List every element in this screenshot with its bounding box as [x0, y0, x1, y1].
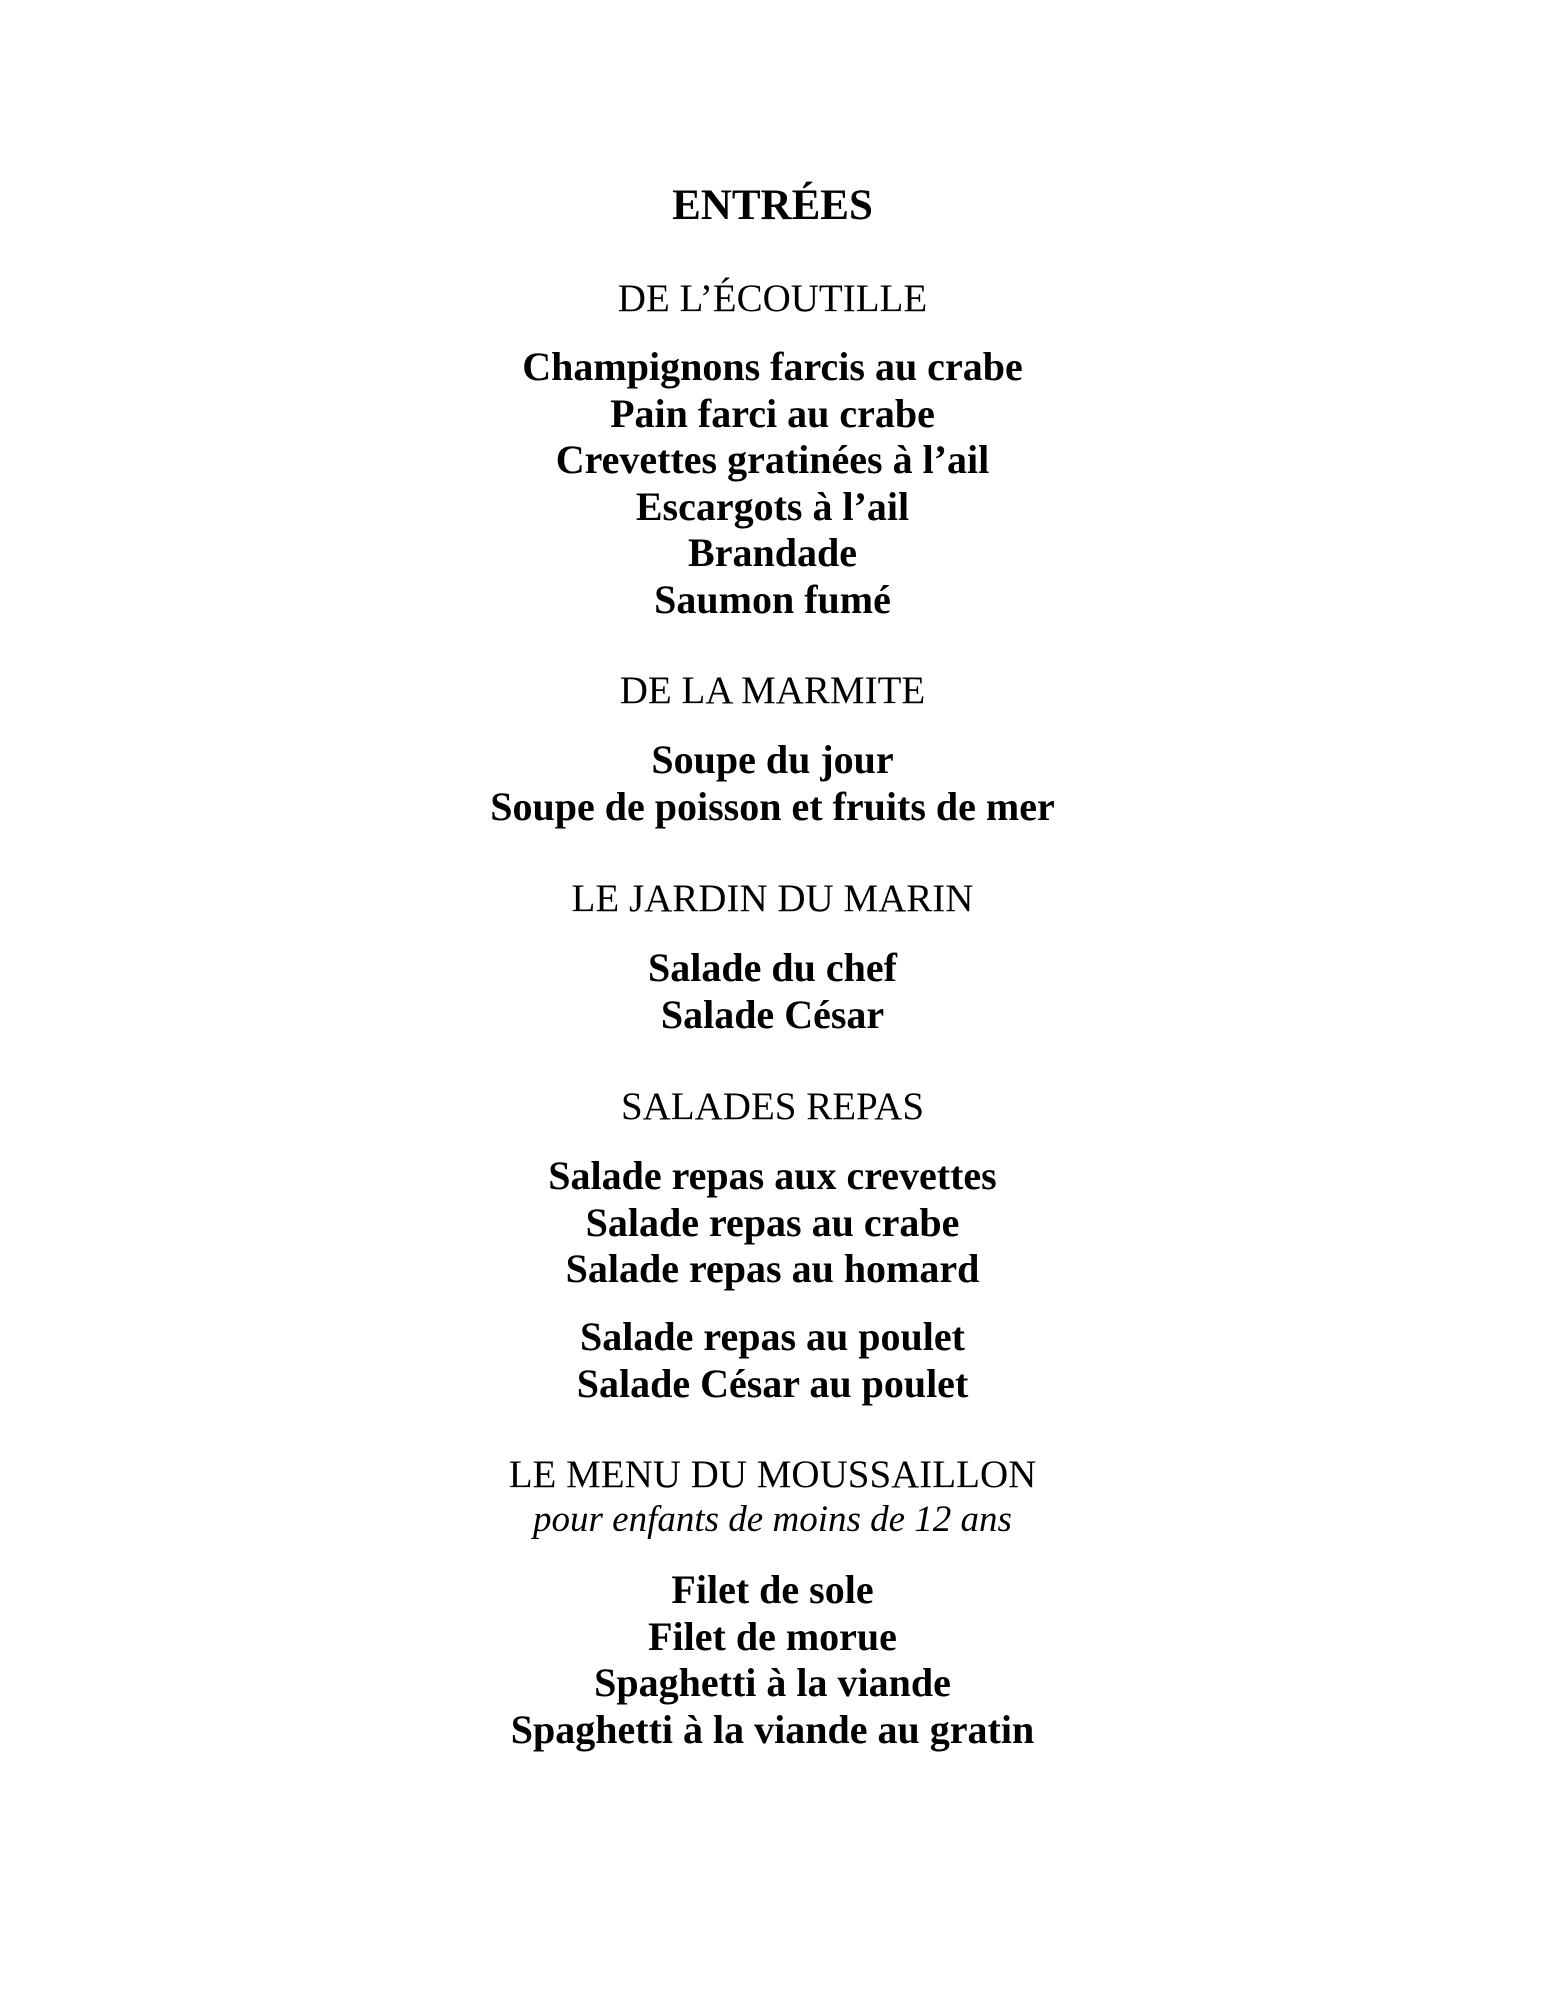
section-heading-ecoutille: DE L’ÉCOUTILLE: [617, 277, 928, 320]
menu-item: Salade César: [660, 991, 885, 1037]
menu-item: Crevettes gratinées à l’ail: [555, 437, 990, 482]
item-list-salades-repas-chicken: [0, 1314, 1545, 1407]
section-heading-jardin: LE JARDIN DU MARIN: [571, 877, 974, 920]
section-subtitle-moussaillon: pour enfants de moins de 12 ans: [533, 1499, 1012, 1540]
menu-item: Filet de sole: [671, 1567, 874, 1612]
menu-item: Saumon fumé: [654, 576, 891, 622]
menu-item: Pain farci au crabe: [610, 390, 935, 436]
menu-item: Soupe du jour: [651, 737, 894, 782]
item-list-marmite: [0, 737, 1545, 830]
section-heading-marmite: DE LA MARMITE: [619, 669, 926, 712]
menu-item: Spaghetti à la viande: [594, 1660, 951, 1705]
section-heading-salades-repas: SALADES REPAS: [620, 1085, 925, 1128]
menu-item: Champignons farcis au crabe: [522, 344, 1023, 389]
section-heading-moussaillon: LE MENU DU MOUSSAILLON: [508, 1453, 1037, 1496]
menu-item: Salade repas au poulet: [580, 1314, 965, 1359]
menu-item: Salade repas au crabe: [585, 1199, 960, 1245]
item-list-jardin: [0, 945, 1545, 1038]
menu-title: ENTRÉES: [672, 182, 873, 229]
item-list-ecoutille: [0, 344, 1545, 623]
menu-item: Salade du chef: [648, 945, 897, 990]
menu-item: Spaghetti à la viande au gratin: [510, 1706, 1035, 1752]
menu-item: Filet de morue: [648, 1613, 897, 1659]
menu-item: Escargots à l’ail: [635, 483, 910, 529]
item-list-moussaillon: [0, 1567, 1545, 1753]
item-list-salades-repas-seafood: [0, 1153, 1545, 1293]
menu-item: Salade repas au homard: [565, 1246, 980, 1291]
menu-item: Brandade: [688, 530, 857, 575]
menu-item: Salade César au poulet: [576, 1360, 969, 1406]
menu-item: Salade repas aux crevettes: [548, 1153, 997, 1198]
menu-item: Soupe de poisson et fruits de mer: [490, 783, 1055, 829]
